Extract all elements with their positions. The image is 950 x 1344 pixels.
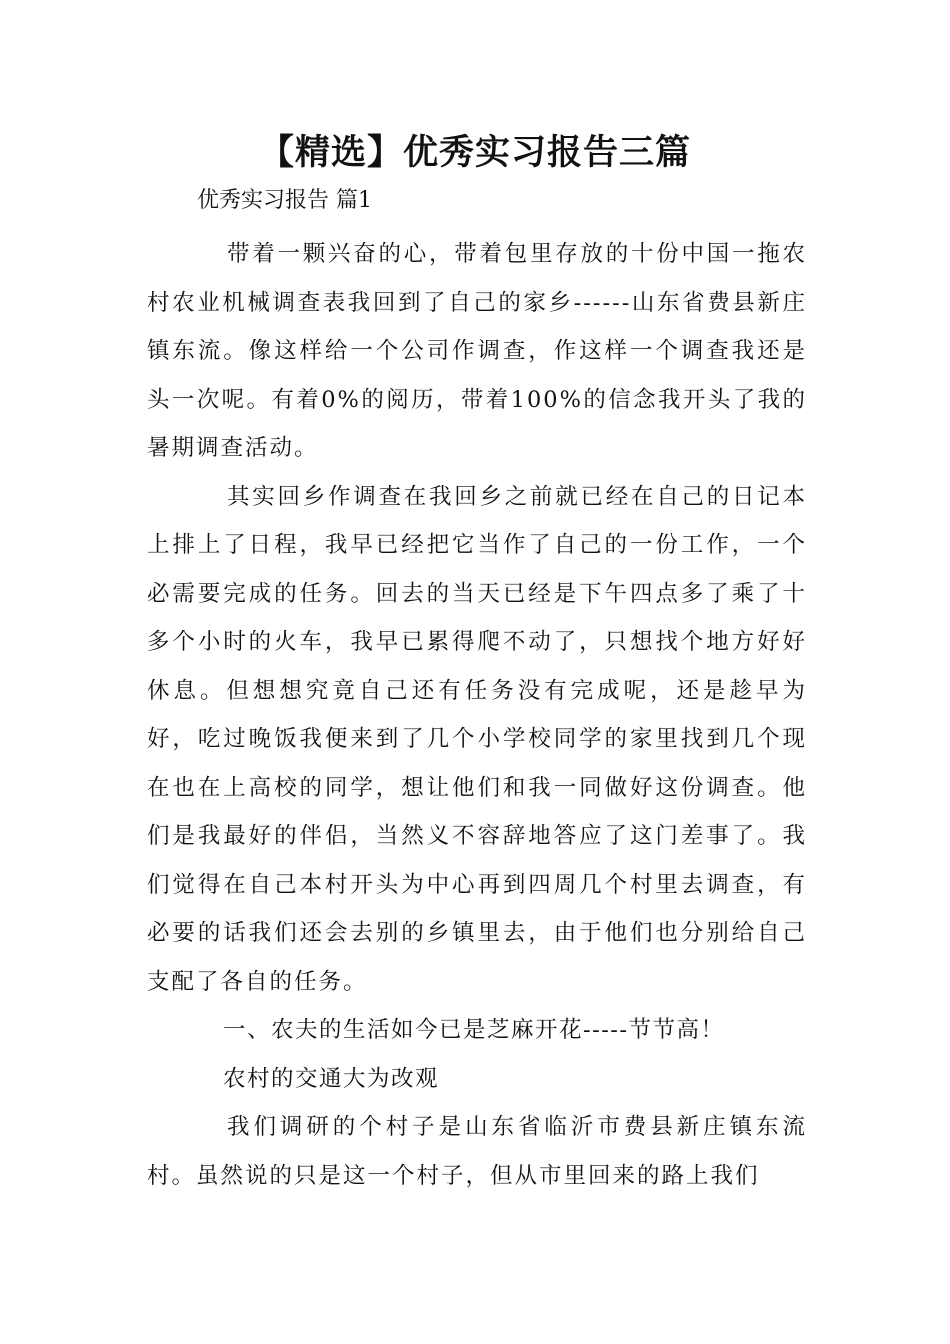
- section-label: 优秀实习报告 篇1: [197, 188, 372, 213]
- subheading-1: 一、农夫的生活如今已是芝麻开花-----节节高！: [223, 1017, 725, 1043]
- paragraph-2: 其实回乡作调查在我回乡之前就已经在自己的日记本上排上了日程，我早已经把它当作了自己的一份工作，一个必需要完成的任务。回去的当天已经是下午四点多了乘了十多个小时的火车，我早已累得爬不动了，只想找个地方好好休息。但想想究竟自己还有任务没有完成呢，还是趁早为好，吃过晚饭我便来到了几个小学校同学的家里找到几个现在也在上高校的同学，想让他们和我一同做好这份调查。他们是我最好的伴侣，当然义不容辞地答应了这门差事了。我们觉得在自己本村开头为中心再到四周几个村里去调查，有必要的话我们还会去别的乡镇里去，由于他们也分别给自己支配了各自的任务。: [147, 483, 807, 995]
- paragraph-1: 带着一颗兴奋的心，带着包里存放的十份中国一拖农村农业机械调查表我回到了自己的家乡------山东省费县新庄镇东流。像这样给一个公司作调查，作这样一个调查我还是头一次呢。有着0%的阅历，带着100%的信念我开头了我的暑期调查活动。: [147, 241, 807, 461]
- paragraph-3: 我们调研的个村子是山东省临沂市费县新庄镇东流村。虽然说的只是这一个村子，但从市里回来的路上我们: [147, 1114, 807, 1189]
- document-body: [147, 230, 807, 1200]
- document-title: 【精选】优秀实习报告三篇: [258, 133, 691, 173]
- subheading-2: 农村的交通大为改观: [223, 1065, 440, 1092]
